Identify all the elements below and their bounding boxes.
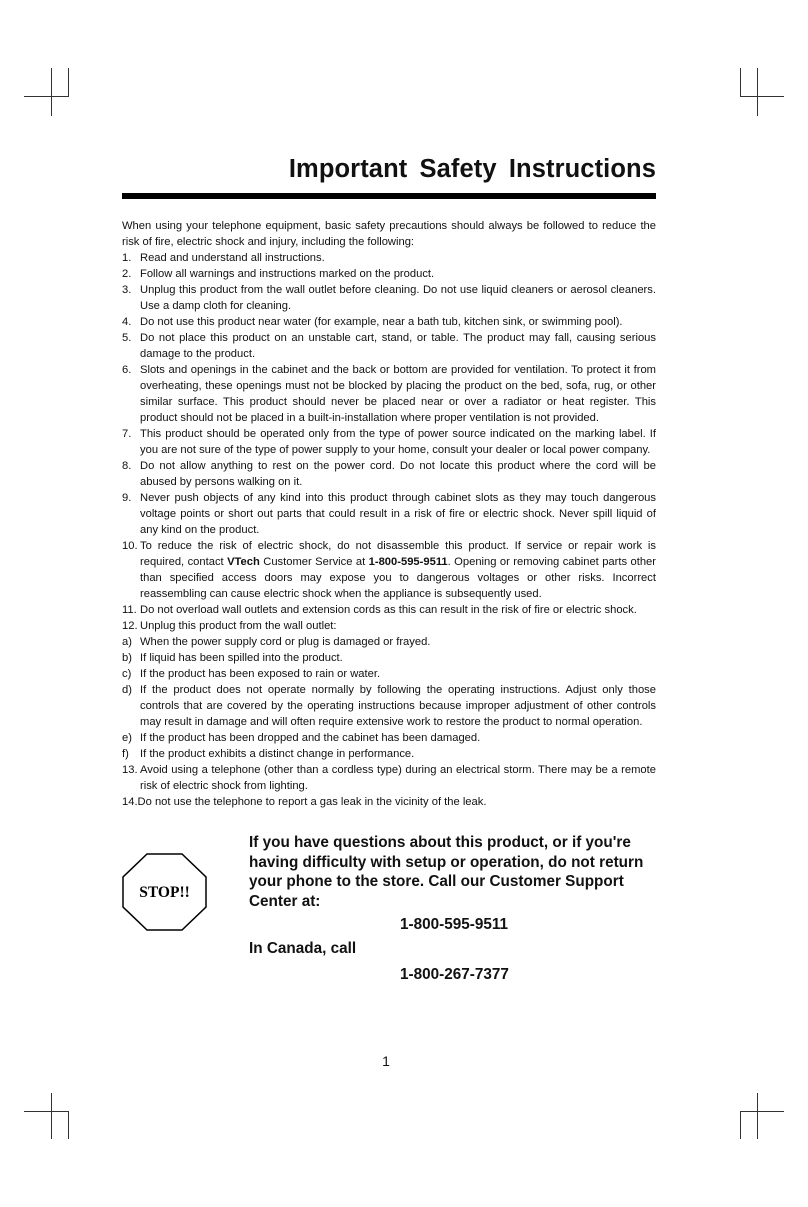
instruction-item <box>122 650 656 666</box>
item-text: Do not use this product near water (for example, near a bath tub, kitchen sink, or swimming pool). <box>140 316 623 328</box>
crop-mark <box>24 96 69 97</box>
item-number: a) <box>122 636 132 648</box>
item-text: Read and understand all instructions. <box>140 252 325 264</box>
canada-label: In Canada, call <box>249 940 357 957</box>
item-number: f) <box>122 748 129 760</box>
item10-text: Customer Service at <box>263 556 366 568</box>
item-text: If liquid has been spilled into the product. <box>140 652 343 664</box>
item-text: Never push objects of any kind into this product through cabinet slots as they may touch dangerous voltage points or short out parts that could result in a risk of fire or electric shock. Never spill liquid of any kind on the product. <box>140 492 656 536</box>
canada-phone: 1-800-267-7377 <box>400 966 509 983</box>
page-title: Important Safety Instructions <box>288 155 656 183</box>
support-message <box>249 833 669 911</box>
support-text: If you have questions about this product, or if you're having difficulty with setup or operation, do not return your phone to the store. Call our Customer Support Center at: <box>249 834 644 910</box>
item-number: 10. <box>122 540 138 552</box>
instruction-item <box>122 314 656 330</box>
item-text: Do not place this product on an unstable cart, stand, or table. The product may fall, causing serious damage to the product. <box>140 332 656 360</box>
instruction-item <box>122 682 656 730</box>
crop-mark <box>757 1093 758 1139</box>
instruction-item <box>122 666 656 682</box>
item-number: 11. <box>122 604 137 616</box>
crop-mark <box>68 68 69 96</box>
item-number: 13. <box>122 764 138 776</box>
item-text: When the power supply cord or plug is damaged or frayed. <box>140 636 431 648</box>
item-number: 4. <box>122 316 132 328</box>
crop-mark <box>740 1111 784 1112</box>
title-rule <box>122 193 656 199</box>
service-phone: 1-800-595-9511 <box>368 556 448 568</box>
instruction-item <box>122 330 656 362</box>
brand-name: VTech <box>227 556 260 568</box>
item-number: 5. <box>122 332 132 344</box>
item-number: 3. <box>122 284 132 296</box>
instruction-item <box>122 426 656 458</box>
instruction-item <box>122 282 656 314</box>
instruction-item: 14.Do not use the telephone to report a gas leak in the vicinity of the leak. <box>122 796 487 808</box>
item-number: 12. <box>122 620 138 632</box>
instruction-item <box>122 362 656 426</box>
instruction-item <box>122 730 656 746</box>
crop-mark <box>24 1111 69 1112</box>
item-number: 6. <box>122 364 132 376</box>
instruction-item <box>122 458 656 490</box>
item-text: If the product has been dropped and the cabinet has been damaged. <box>140 732 481 744</box>
instruction-list <box>122 250 656 810</box>
crop-mark <box>740 68 741 96</box>
crop-mark <box>68 1111 69 1139</box>
intro-text: When using your telephone equipment, basic safety precautions should always be followed to reduce the risk of fire, electric shock and injury, including the following: <box>122 220 656 248</box>
instruction-item <box>122 618 656 634</box>
item-text: If the product has been exposed to rain or water. <box>140 668 381 680</box>
item-number: b) <box>122 652 132 664</box>
crop-mark <box>51 1093 52 1139</box>
page-number: 1 <box>382 1053 390 1069</box>
item-number: 7. <box>122 428 132 440</box>
instruction-item <box>122 634 656 650</box>
item-text: Unplug this product from the wall outlet before cleaning. Do not use liquid cleaners or aerosol cleaners. Use a damp cloth for cleaning. <box>140 284 656 312</box>
instruction-item <box>122 746 656 762</box>
item-text: Follow all warnings and instructions marked on the product. <box>140 268 435 280</box>
item-text: This product should be operated only from the type of power source indicated on the marking label. If you are not sure of the type of power supply to your home, consult your dealer or local power company. <box>140 428 656 456</box>
item-text: Slots and openings in the cabinet and the back or bottom are provided for ventilation. To protect it from overheating, these openings must not be blocked by placing the product on the bed, sofa, rug, or other similar surface. This product should never be placed near or over a radiator or heat register. This product should not be placed in a built-in-installation where proper ventilation is not provided. <box>140 364 656 424</box>
support-phone: 1-800-595-9511 <box>400 916 509 933</box>
item10-text: . Opening or removing cabinet parts other than specified access doors may expose you to dangerous voltages or other risks. Incorrect reassembling can cause electric shock when the appliance is subsequently used. <box>140 556 656 600</box>
item-number: 8. <box>122 460 132 472</box>
instruction-item <box>122 250 656 266</box>
instruction-item <box>122 490 656 538</box>
safety-instructions <box>122 218 656 810</box>
item-text: If the product does not operate normally by following the operating instructions. Adjust only those controls that are covered by the operating instructions because improper adjustment of other controls may result in damage and will often require extensive work to restore the product to normal operation. <box>140 684 656 728</box>
item-number: e) <box>122 732 132 744</box>
stop-label: STOP!! <box>139 884 190 901</box>
item-number: 2. <box>122 268 132 280</box>
instruction-item <box>122 762 656 794</box>
item10-text: To reduce the risk of electric shock, do not disassemble this product. If service or repair work is required, contact <box>140 540 656 568</box>
stop-sign-icon <box>122 853 207 931</box>
crop-mark <box>740 96 784 97</box>
crop-mark <box>757 68 758 116</box>
item-number: c) <box>122 668 132 680</box>
item-text: Do not allow anything to rest on the power cord. Do not locate this product where the cord will be abused by persons walking on it. <box>140 460 656 488</box>
crop-mark <box>740 1111 741 1139</box>
item-text: Do not overload wall outlets and extension cords as this can result in the risk of fire or electric shock. <box>140 604 637 616</box>
item-text: Avoid using a telephone (other than a cordless type) during an electrical storm. There may be a remote risk of electric shock from lighting. <box>140 764 656 792</box>
instruction-item <box>122 266 656 282</box>
item-text: If the product exhibits a distinct change in performance. <box>140 748 415 760</box>
item-number: 1. <box>122 252 132 264</box>
item-number: 9. <box>122 492 132 504</box>
item-number: d) <box>122 684 132 696</box>
crop-mark <box>51 68 52 116</box>
instruction-item <box>122 602 656 618</box>
item-text: Unplug this product from the wall outlet: <box>140 620 337 632</box>
instruction-item <box>122 538 656 602</box>
